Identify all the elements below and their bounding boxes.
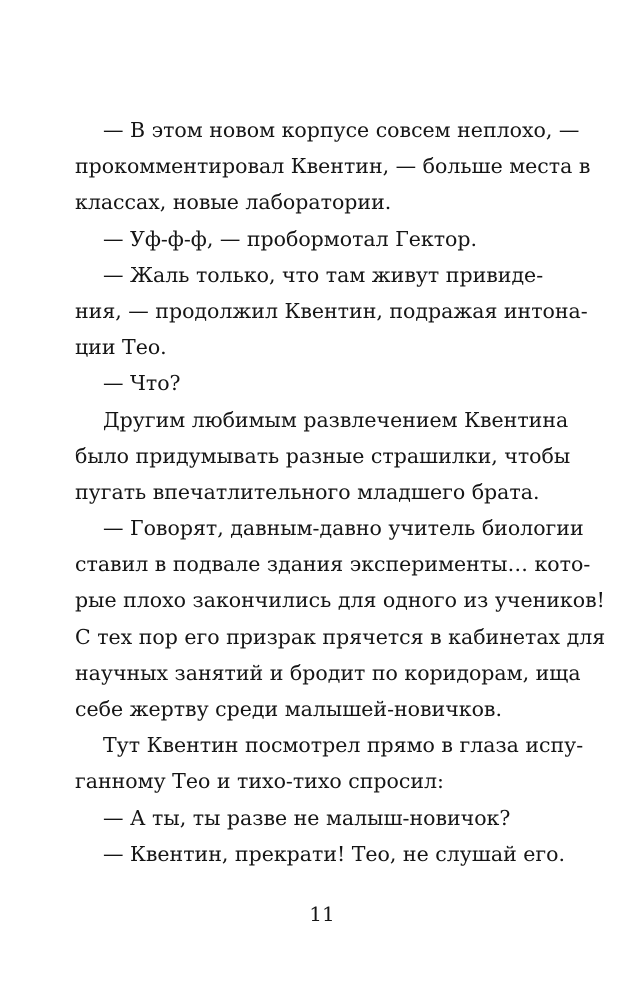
text-line: — Жаль только, что там живут привиде- <box>103 262 544 287</box>
text-line: Другим любимым развлечением Квентина <box>103 407 569 432</box>
text-line: — Квентин, прекрати! Тео, не слушай его. <box>103 841 566 866</box>
text-line: С тех пор его призрак прячется в кабинетах для <box>75 624 606 649</box>
text-line: было придумывать разные страшилки, чтобы <box>75 443 571 468</box>
text-line: пугать впечатлительного младшего брата. <box>75 479 540 504</box>
text-line: — В этом новом корпусе совсем неплохо, — <box>103 118 580 142</box>
text-line: ставил в подвале здания эксперименты… кото- <box>75 552 591 577</box>
text-line: ния, — продолжил Квентин, подражая интона- <box>75 298 588 323</box>
text-line: Тут Квентин посмотрел прямо в глаза испу- <box>103 733 584 758</box>
text-line: ганному Тео и тихо-тихо спросил: <box>75 769 444 794</box>
text-line: — Что? <box>103 371 181 396</box>
text-line: себе жертву среди малышей-новичков. <box>75 697 502 721</box>
text-line: — Уф-ф-ф, — пробормотал Гектор. <box>103 226 478 251</box>
text-line: — А ты, ты разве не малыш-новичок? <box>103 805 511 830</box>
text-line: научных занятий и бродит по коридорам, ища <box>75 660 581 685</box>
page-number: 11 <box>309 902 335 926</box>
page-body-text <box>75 112 606 872</box>
text-line: рые плохо закончились для одного из учеников! <box>75 588 605 613</box>
text-line: — Говорят, давным-давно учитель биологии <box>103 516 584 541</box>
text-line: ции Тео. <box>75 335 167 360</box>
text-line: прокомментировал Квентин, — больше места в <box>75 154 591 179</box>
text-line: классах, новые лаборатории. <box>75 190 392 215</box>
